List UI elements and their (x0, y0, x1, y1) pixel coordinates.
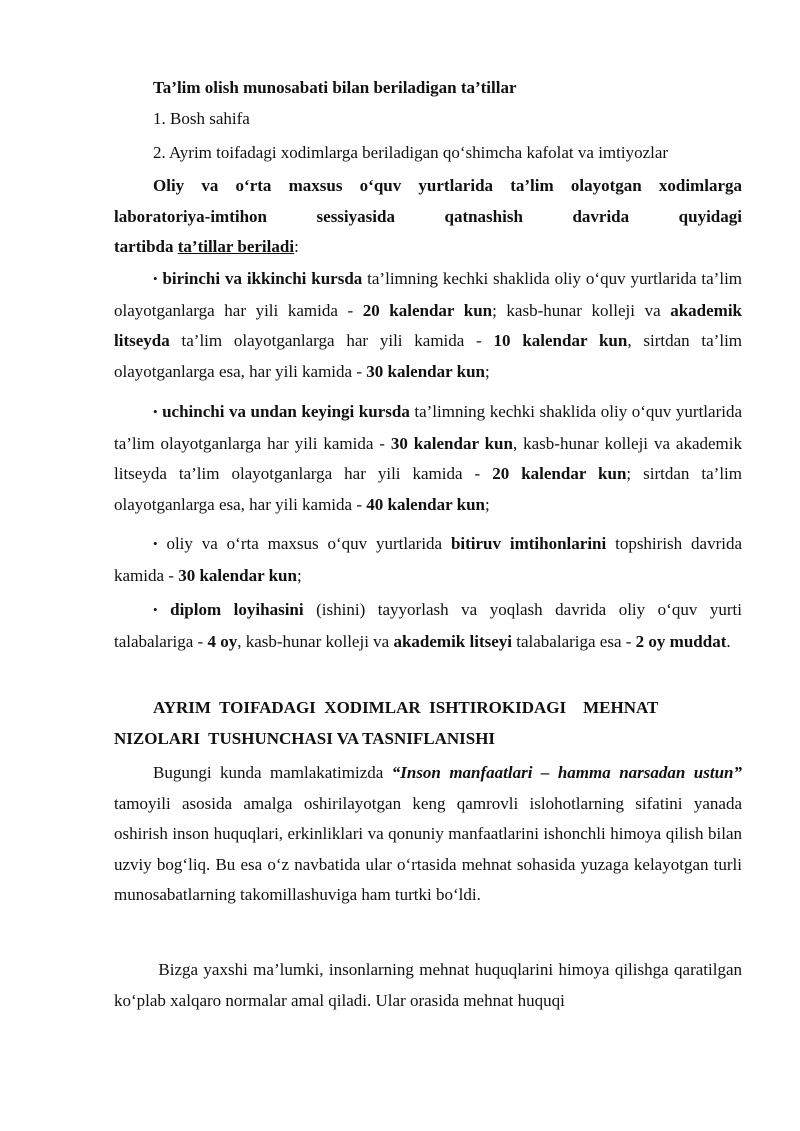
intro-paragraph (114, 171, 742, 263)
emphasized-text: 20 kalendar kun (362, 300, 493, 320)
intro-colon: : (294, 237, 299, 257)
page-heading: Ta’lim olish munosabati bilan beriladigan ta’tillar (153, 78, 517, 97)
emphasized-text: 30 kalendar kun (178, 565, 297, 585)
section-title-line-2: NIZOLARI TUSHUNCHASI VA TASNIFLANISHI (114, 728, 496, 748)
emphasized-text: 30 kalendar kun (366, 361, 485, 381)
emphasized-text: 30 kalendar kun (390, 433, 513, 453)
emphasized-text: 2 oy muddat (635, 631, 727, 651)
text-run: ta’lim olayotganlarga har yili kamida - (169, 331, 494, 351)
text-run: topshirish davrida kamida - (114, 534, 742, 585)
emphasized-text: 20 kalendar kun (492, 464, 627, 484)
text-run: tamoyili asosida amalga oshirilayotgan keng qamrovli islohotlarning sifatini yanada oshirish inson huquqlari, erkinliklari va qonuniy manfaatlarini ishonchli himoya qilish bilan uzviy bog‘liq. Bu esa o‘z navbatida ular o‘rtasida mehnat sohasida yuzaga kelayotgan turli munosabatlarning takomillashuviga ham turtki bo‘ldi. (114, 793, 742, 905)
breadcrumb-item-1[interactable]: 1. Bosh sahifa (153, 109, 250, 128)
emphasized-text: akademik litseyi (393, 631, 513, 651)
emphasized-text: 40 kalendar kun (366, 494, 485, 514)
underlined-phrase: ta’tillar beriladi (177, 237, 295, 257)
breadcrumb-item-2[interactable]: 2. Ayrim toifadagi xodimlarga beriladigan qo‘shimcha kafolat va imtiyozlar (153, 143, 669, 162)
intro-line-3-text: tartibda (114, 237, 178, 257)
intro-word: quyidagi (678, 206, 742, 226)
text-run: Bizga yaxshi ma’lumki, insonlarning mehnat huquqlarini himoya qilishga qaratilgan ko‘plab xalqaro normalar amal qiladi. Ular orasida mehnat huquqi (114, 960, 747, 1010)
text-run: Bugungi kunda mamlakatimizda (153, 763, 392, 782)
text-run: talabalariga esa - (512, 631, 636, 651)
emphasized-text: bitiruv imtihonlarini (450, 534, 607, 553)
intro-line-2 (114, 202, 742, 233)
text-run: ; (484, 494, 490, 514)
bullet-item-4-text (114, 600, 742, 651)
section-title-line-1: AYRIM TOIFADAGI XODIMLAR ISHTIROKIDAGI MEHNAT (153, 698, 659, 717)
text-run: . (726, 631, 731, 651)
section-title (114, 693, 742, 754)
emphasized-text: 4 oy (207, 631, 238, 651)
text-run: ta’limning kechki shaklida oliy o‘quv yurtlarida ta’lim olayotganlarga har yili kamida - (114, 269, 743, 320)
bullet-marker: • (153, 404, 158, 419)
emphasized-text: 10 kalendar kun (493, 331, 628, 351)
text-run: ta’limning kechki shaklida oliy o‘quv yurtlarida ta’lim olayotganlarga har yili kamida - (114, 402, 742, 453)
bullet-marker: • (153, 536, 158, 551)
emphasized-text: diplom loyihasini (170, 600, 304, 619)
intro-word: sessiyasida (316, 206, 395, 226)
emphasized-text: akademik litseyda (114, 300, 742, 351)
text-run: oliy va o‘rta maxsus o‘quv yurtlarida (166, 534, 451, 553)
bullet-marker: • (153, 271, 158, 286)
intro-word: qatnashish (444, 206, 523, 226)
bullet-item-2-text (114, 402, 742, 514)
bullet-item-3 (114, 529, 742, 591)
emphasized-text: uchinchi va undan keyingi kursda (162, 402, 410, 421)
body-paragraph-1 (114, 758, 742, 911)
text-run: (ishini) tayyorlash va yoqlash davrida oliy o‘quv yurti talabalariga - (114, 600, 742, 651)
text-run: , kasb-hunar kolleji va (237, 631, 394, 651)
bullet-item-1 (114, 264, 742, 387)
bullet-item-2 (114, 397, 742, 520)
bullet-marker: • (153, 602, 158, 617)
emphasized-text: birinchi va ikkinchi kursda (162, 269, 363, 288)
bullet-item-3-text (114, 534, 742, 585)
intro-line-1 (114, 171, 742, 202)
intro-word: laboratoriya-imtihon (114, 206, 267, 226)
text-run: ; sirtdan ta’lim olayotganlarga esa, har yili kamida - (114, 464, 742, 514)
text-run: , sirtdan ta’lim olayotganlarga esa, har yili kamida - (114, 331, 743, 381)
text-run: , kasb-hunar kolleji va akademik litseyda ta’lim olayotganlarga har yili kamida - (114, 433, 742, 484)
intro-line-1-text: Oliy va o‘rta maxsus o‘quv yurtlarida ta’lim olayotgan xodimlarga (153, 176, 742, 195)
text-run: ; (296, 565, 302, 585)
emphasized-text: “Inson manfaatlari – hamma narsadan ustun” (391, 763, 742, 782)
intro-line-3 (114, 232, 742, 263)
intro-word: davrida (572, 206, 630, 226)
bullet-item-1-text (114, 269, 742, 381)
bullet-item-4 (114, 595, 742, 657)
body-paragraph-2 (114, 955, 747, 1016)
text-run: ; kasb-hunar kolleji va (492, 300, 671, 320)
text-run: ; (484, 361, 490, 381)
